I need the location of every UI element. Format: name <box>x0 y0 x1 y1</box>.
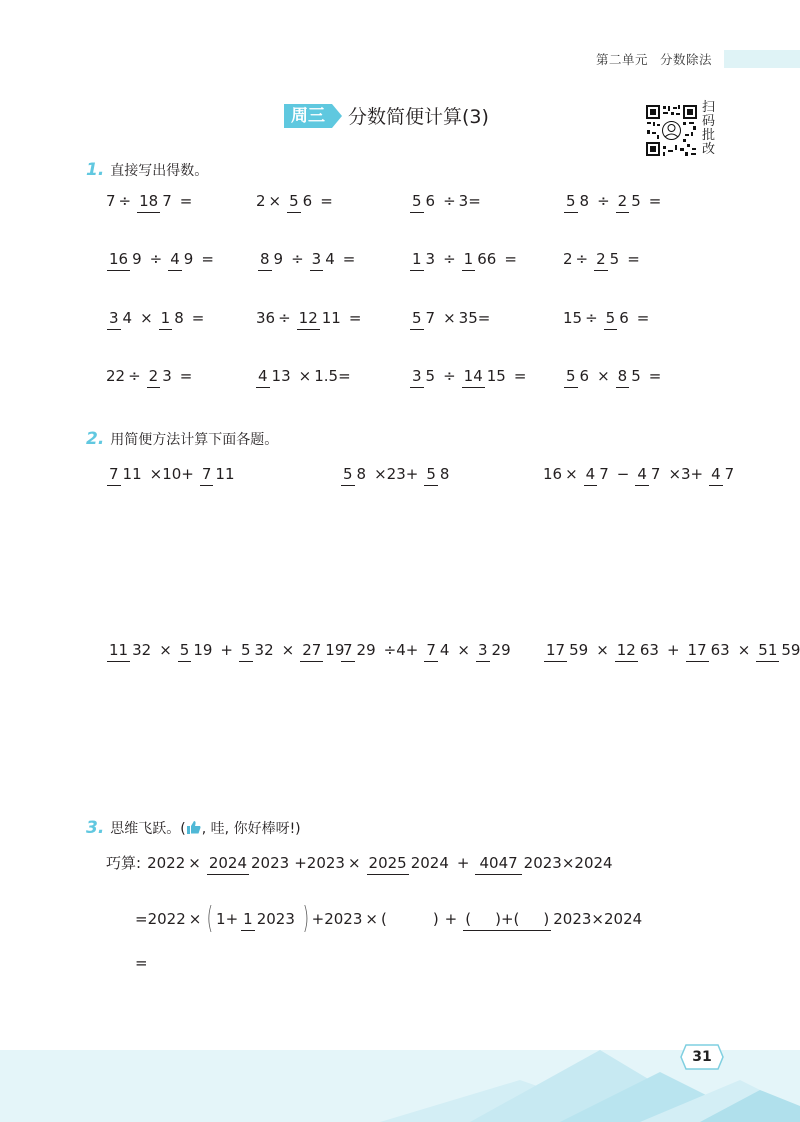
expression-2-3: 16 × 4 7 − 4 7 ×3+ 4 7 <box>543 466 739 482</box>
qr-label: 扫码批改 <box>702 100 716 157</box>
problem-3-4: 15 ÷ 5 6 = <box>563 310 652 326</box>
section-3-text-a: 思维飞跃。( <box>110 821 186 837</box>
problem-3-1: 3 4 × 1 8 = <box>104 310 207 326</box>
unit-label: 第二单元 <box>596 52 649 67</box>
section-1-text: 直接写出得数。 <box>110 163 209 179</box>
problem-2-3: 1 3 ÷ 1 66 = <box>407 251 520 267</box>
thumbs-up-icon <box>187 821 201 834</box>
clever-calc-line-1: 巧算: 2022 × 2024 2023 +2023 × 2025 2024 + 4047 2023×2024 <box>106 855 618 871</box>
clever-calc-line-3: = <box>135 954 148 972</box>
section-1-heading <box>86 160 208 180</box>
section-2-number: 2. <box>86 429 105 449</box>
problem-1-3: 5 6 ÷ 3 = <box>407 193 481 209</box>
problem-2-1: 16 9 ÷ 4 9 = <box>104 251 217 267</box>
expression-2-5: 7 29 ÷4+ 7 4 × 3 29 <box>338 642 516 658</box>
problem-2-2: 8 9 ÷ 3 4 = <box>255 251 358 267</box>
page-title: 分数简便计算(3) <box>348 106 489 128</box>
problem-1-2: 2 × 5 6 = <box>256 193 336 209</box>
section-2-text: 用简便方法计算下面各题。 <box>110 432 279 448</box>
section-3-heading <box>86 818 301 838</box>
section-3-text-b: , 哇, 你好棒呀!) <box>201 821 301 837</box>
problem-4-2: 4 13 × 1.5 = <box>253 368 351 384</box>
problem-4-1: 22 ÷ 2 3 = <box>106 368 195 384</box>
expression-2-4: 11 32 × 5 19 + 5 32 × 27 19 <box>104 642 349 658</box>
section-2-heading <box>86 429 278 449</box>
clever-calc-line-2: =2022 × ( 1+ 1 2023 ) +2023 × ( ) + ( )+( ) 2023×2024 <box>135 901 643 936</box>
problem-4-4: 5 6 × 8 5 = <box>561 368 664 384</box>
problem-1-1: 7 ÷ 18 7 = <box>106 193 195 209</box>
expression-2-2: 5 8 ×23+ 5 8 <box>338 466 454 482</box>
expression-2-6: 17 59 × 12 63 + 17 63 × 51 59 <box>541 642 800 658</box>
expression-2-1: 7 11 ×10+ 7 11 <box>104 466 240 482</box>
section-1-number: 1. <box>86 160 105 180</box>
problem-3-3: 5 7 × 35 = <box>407 310 490 326</box>
running-header <box>596 50 712 68</box>
problem-4-3: 3 5 ÷ 14 15 = <box>407 368 529 384</box>
day-badge-label: 周三 <box>291 106 325 126</box>
topic-label: 分数除法 <box>660 52 713 67</box>
problem-3-2: 36 ÷ 12 11 = <box>256 310 364 326</box>
page-number: 31 <box>692 1049 712 1065</box>
problem-1-4: 5 8 ÷ 2 5 = <box>561 193 664 209</box>
qr-code-icon[interactable] <box>645 104 698 157</box>
header-bar <box>724 50 800 68</box>
section-3-number: 3. <box>86 818 105 838</box>
problem-2-4: 2 ÷ 2 5 = <box>563 251 643 267</box>
